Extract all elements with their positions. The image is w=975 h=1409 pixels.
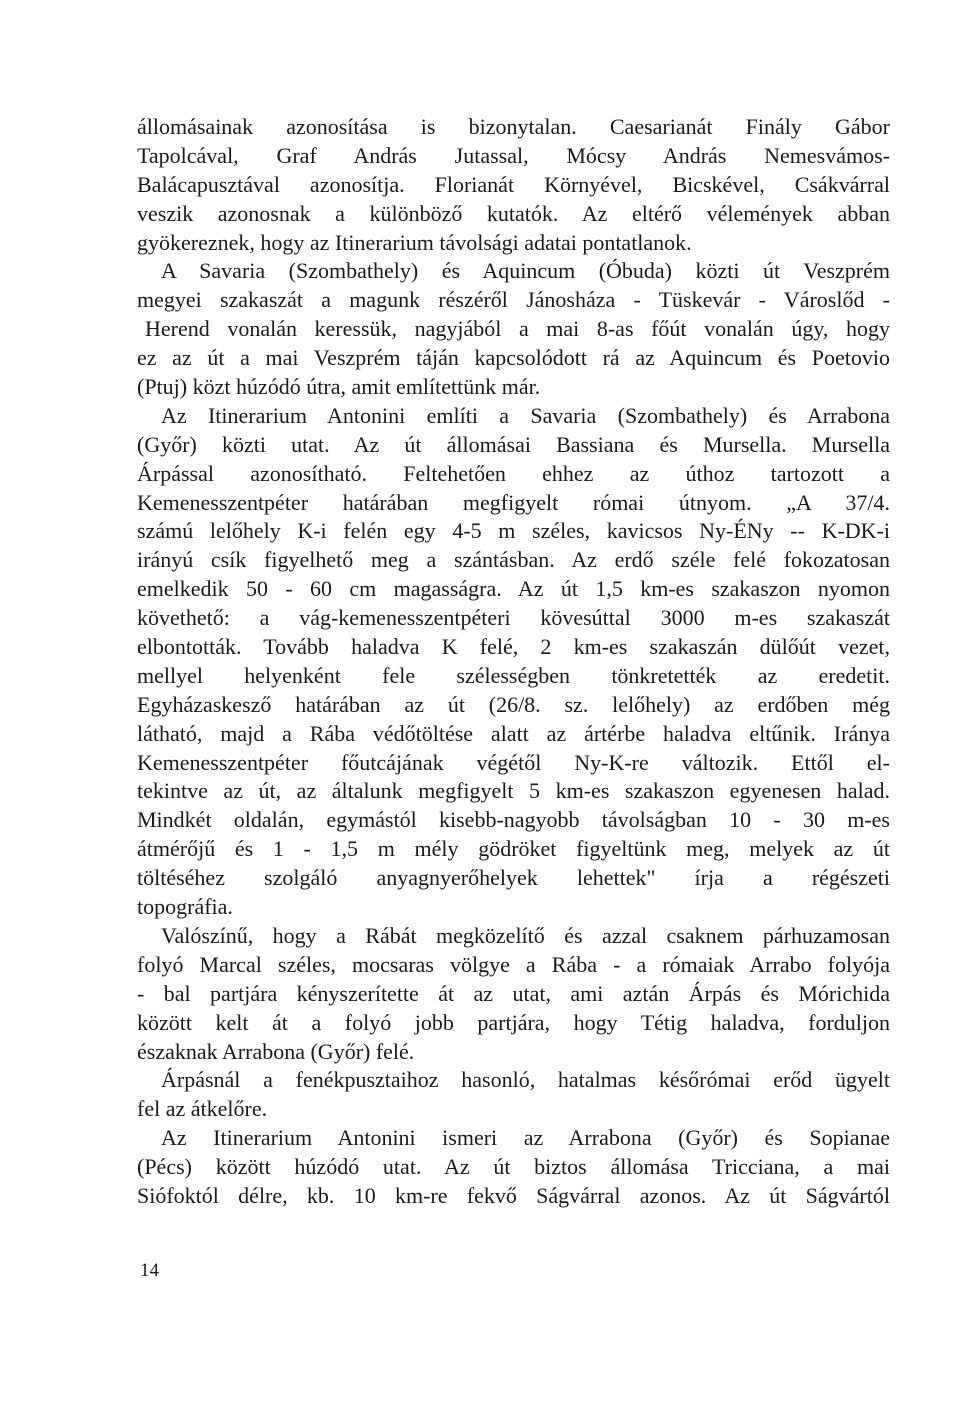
text-line: Balácapusztával azonosítja. Florianát Környével, Bicskével, Csákvárral <box>137 171 890 197</box>
text-line: Mindkét oldalán, egymástól kisebb-nagyobb távolságban 10 - 30 m-es <box>137 807 890 833</box>
text-line: Az Itinerarium Antonini említi a Savaria (Szombathely) és Arrabona <box>161 402 890 428</box>
text-line: - bal partjára kényszerítette át az utat, ami aztán Árpás és Mórichida <box>137 980 890 1006</box>
text-line: Tapolcával, Graf András Jutassal, Mócsy András Nemesvámos- <box>137 142 890 168</box>
text-line: látható, majd a Rába védőtöltése alatt az ártérbe haladva eltűnik. Iránya <box>137 720 890 746</box>
text-line: megyei szakaszát a magunk részéről Jánosháza - Tüskevár - Városlőd - <box>137 287 890 313</box>
text-line: között kelt át a folyó jobb partjára, hogy Tétig haladva, forduljon <box>137 1009 890 1035</box>
text-line: A Savaria (Szombathely) és Aquincum (Óbuda) közti út Veszprém <box>161 258 890 284</box>
text-line: (Ptuj) közt húzódó útra, amit említettünk már. <box>137 374 541 400</box>
text-line: Kemenesszentpéter főutcájának végétől Ny-K-re változik. Ettől el- <box>137 749 890 775</box>
text-line: mellyel helyenként fele szélességben tönkretették az eredetit. <box>137 662 890 688</box>
text-line: irányú csík figyelhető meg a szántásban. Az erdő széle felé fokozatosan <box>137 547 890 573</box>
text-line: Siófoktól délre, kb. 10 km-re fekvő Ságvárral azonos. Az út Ságvártól <box>137 1182 890 1208</box>
text-line: követhető: a vág-kemenesszentpéteri kövesúttal 3000 m-es szakaszát <box>137 605 890 631</box>
page-number: 14 <box>140 1260 159 1281</box>
text-line: veszik azonosnak a különböző kutatók. Az eltérő vélemények abban <box>137 200 890 226</box>
text-line: elbontották. Tovább haladva K felé, 2 km-es szakaszán dülőút vezet, <box>137 634 890 660</box>
text-line: fel az átkelőre. <box>137 1096 268 1122</box>
body-text <box>137 113 890 1211</box>
text-line: töltéséhez szolgáló anyagnyerőhelyek lehettek" írja a régészeti <box>137 865 890 891</box>
text-line: topográfia. <box>137 894 233 920</box>
text-line: Valószínű, hogy a Rábát megközelítő és azzal csaknem párhuzamosan <box>161 922 890 948</box>
text-line: Árpással azonosítható. Feltehetően ehhez az úthoz tartozott a <box>137 460 890 486</box>
text-line: Herend vonalán keressük, nagyjából a mai 8-as főút vonalán úgy, hogy <box>145 316 890 342</box>
text-line: Egyházaskesző határában az út (26/8. sz. lelőhely) az erdőben még <box>137 691 890 717</box>
text-line: ez az út a mai Veszprém táján kapcsolódott rá az Aquincum és Poetovio <box>137 345 890 371</box>
text-line: Kemenesszentpéter határában megfigyelt római útnyom. „A 37/4. <box>137 489 890 515</box>
text-line: (Győr) közti utat. Az út állomásai Bassiana és Mursella. Mursella <box>137 431 890 457</box>
text-line: számú lelőhely K-i felén egy 4-5 m széles, kavicsos Ny-ÉNy -- K-DK-i <box>137 518 890 544</box>
text-line: folyó Marcal széles, mocsaras völgye a Rába - a rómaiak Arrabo folyója <box>137 951 890 977</box>
text-line: tekintve az út, az általunk megfigyelt 5 km-es szakaszon egyenesen halad. <box>137 778 890 804</box>
text-line: (Pécs) között húzódó utat. Az út biztos állomása Tricciana, a mai <box>137 1154 890 1180</box>
text-line: Az Itinerarium Antonini ismeri az Arrabona (Győr) és Sopianae <box>161 1125 890 1151</box>
text-line: átmérőjű és 1 - 1,5 m mély gödröket figyeltünk meg, melyek az út <box>137 836 890 862</box>
text-line: emelkedik 50 - 60 cm magasságra. Az út 1,5 km-es szakaszon nyomon <box>137 576 890 602</box>
text-line: Árpásnál a fenékpusztaihoz hasonló, hatalmas későrómai erőd ügyelt <box>161 1067 890 1093</box>
text-line: északnak Arrabona (Győr) felé. <box>137 1038 415 1064</box>
text-line: gyökereznek, hogy az Itinerarium távolsági adatai pontatlanok. <box>137 229 692 255</box>
text-line: állomásainak azonosítása is bizonytalan. Caesarianát Finály Gábor <box>137 114 890 139</box>
